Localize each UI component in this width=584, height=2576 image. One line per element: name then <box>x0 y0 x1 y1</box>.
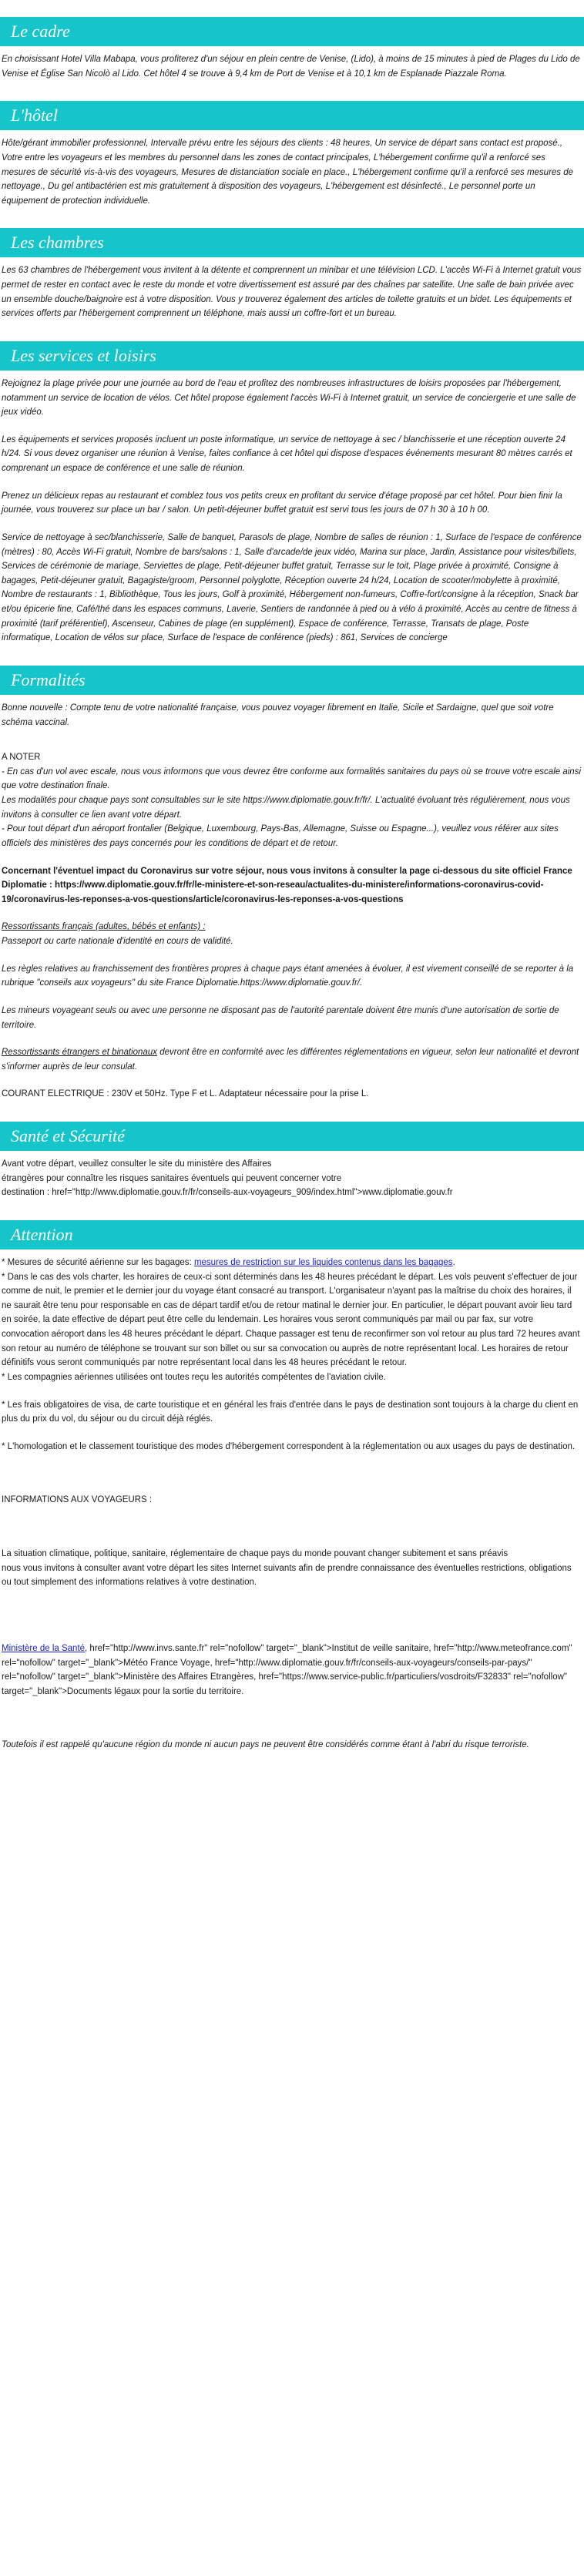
section-title-services: Les services et loisirs <box>0 341 584 371</box>
section-attention <box>0 1220 584 1753</box>
section-title-chambres: Les chambres <box>0 228 584 257</box>
risque-terroriste: Toutefois il est rappelé qu'aucune région du monde ni aucun pays ne peuvent être considérés comme étant à l'abri du risque terroriste. <box>2 1740 529 1750</box>
section-formalites <box>0 666 584 1102</box>
anoter-1: - En cas d'un vol avec escale, nous vous informons que vous devrez être conforme aux formalités sanitaires du pays où se trouve votre escale ainsi que votre destination finale. <box>2 766 581 791</box>
hotel-text: Hôte/gérant immobilier professionnel, Intervalle prévu entre les séjours des clients : 48 heures, Un service de départ sans contact est proposé., Votre entre les voyageurs et les membres du personnel dans les zones de contact principales, L'hébergement confirme qu'il a renforcé ses mesures de sécurité vis-à-vis des voyageurs, Mesures de distanciation sociale en place., L'hébergement confirme qu'il a renforcé ses mesures de nettoyage., Du gel antibactérien est mis gratuitement à disposition des voyageurs, L'hébergement est désinfecté., Le personnel porte un équipement de protection individuelle. <box>2 139 574 206</box>
section-title-hotel: L'hôtel <box>0 101 584 130</box>
covid-notice: Concernant l'éventuel impact du Coronavirus sur votre séjour, nous vous invitons à consulter la page ci-dessous du site officiel France Diplomatie : https://www.diplomatie.gouv.fr/fr/le-ministere-et-son-reseau/actualites-du-ministere/informations-coronavirus-covid-19/coronavirus-les-reponses-a-vos-questions/article/coronavirus-les-reponses-a-vos-questions <box>2 866 572 904</box>
anoter-title: A NOTER <box>2 753 41 763</box>
ministere-links-text: , href="http://www.invs.sante.fr" rel="nofollow" target="_blank">Institut de veille sanitaire, href="http://www.meteofrance.com" rel="nofollow" target="_blank">Météo France Voyage, href="http://www.diplomatie.gouv.fr/fr/conseils-aux-voyageurs/conseils-par-pays/" rel="nofollow" target="_blank">Ministère des Affaires Etrangères, href="https://www.service-public.fr/particuliers/vosdroits/F32833" rel="nofollow" target="_blank">Documents légaux pour la sortie du territoire. <box>2 1643 572 1696</box>
situation-line-1: La situation climatique, politique, sanitaire, réglementaire de chaque pays du monde pouvant changer subitement et sans préavis <box>2 1549 508 1558</box>
section-title-sante: Santé et Sécurité <box>0 1122 584 1151</box>
anoter-3: - Pour tout départ d'un aéroport frontalier (Belgique, Luxembourg, Pays-Bas, Allemagne, Suisse ou Espagne...), veuillez vous référer aux sites officiels des ministères des pays concernés pour les conditions de départ et de retour. <box>2 824 559 848</box>
services-p4: Service de nettoyage à sec/blanchisserie, Salle de banquet, Parasols de plage, Nombre de salles de réunion : 1, Surface de l'espace de conférence (mètres) : 80, Accès Wi-Fi gratuit, Nombre de bars/salons : 1, Salle d'arcade/de jeux vidéo, Marina sur place, Jardin, Assistance pour visites/billets, Services de cérémonie de mariage, Serviettes de plage, Petit-déjeuner buffet gratuit, Terrasse sur le toit, Plage privée à proximité, Consigne à bagages, Petit-déjeuner gratuit, Bagagiste/groom, Personnel polyglotte, Réception ouverte 24 h/24, Location de scooter/mobylette à proximité, Nombre de restaurants : 1, Bibliothèque, Tous les jours, Golf à proximité, Hébergement non-fumeurs, Coffre-fort/consigne à la réception, Snack bar et/ou épicerie fine, Café/thé dans les espaces communs, Laverie, Sentiers de randonnée à pied ou à vélo à proximité, Accès au centre de fitness à proximité (tarif préférentiel), Ascenseur, Cabines de plage (en supplément), Espace de conférence, Terrasse, Transats de plage, Poste informatique, Location de vélos sur place, Surface de l'espace de conférence (pieds) : 861, Services de concierge <box>2 532 582 643</box>
ressortissants-francais-text: Passeport ou carte nationale d'identité en cours de validité. <box>2 937 233 946</box>
section-sante <box>0 1122 584 1200</box>
services-p3: Prenez un délicieux repas au restaurant et comblez tous vos petits creux en profitant du service d'étage proposé par cet hôtel. Pour bien finir la journée, vous trouverez sur place un bar / salon. Un petit-déjeuner buffet gratuit est servi tous les jours de 07 h 30 à 10 h 00. <box>2 491 562 515</box>
frais-visa: * Les frais obligatoires de visa, de carte touristique et en général les frais d'entrée dans le pays de destination sont toujours à la charge du client en plus du prix du vol, du séjour ou du circuit déjà réglés. <box>2 1400 579 1424</box>
vols-charter: * Dans le cas des vols charter, les horaires de ceux-ci sont déterminés dans les 48 heures précédant le départ. Les vols peuvent s'effectuer de jour comme de nuit, le premier et le dernier jour du voyage étant consacré au transport. L'organisateur n'ayant pas la maîtrise du choix des horaires, il ne saurait être tenu pour responsable en cas de départ tardif et/ou de retour matinal le dernier jour. En particulier, le départ pouvant avoir lieu tard en soirée, la date effective de départ peut être celle du lendemain. Les horaires vous seront communiqués par mail ou par fax, sur votre convocation aéroport dans les 48 heures précédant le départ. Chaque passager est tenu de reconfirmer son vol retour au plus tard 72 heures avant son retour au numéro de téléphone se trouvant sur son billet ou sur sa convocation ou auprès de notre représentant local. Les horaires de retour définitifs vous seront communiqués par notre représentant local dans les 48 heures précédant le retour. <box>2 1272 580 1368</box>
cadre-text: En choisissant Hotel Villa Mabapa, vous profiterez d'un séjour en plein centre de Venise, (Lido), à moins de 15 minutes à pied de Plages du Lido de Venise et Église San Nicolò al Lido. Cet hôtel 4 se trouve à 9,4 km de Port de Venise et à 10,1 km de Esplanade Piazzale Roma. <box>2 55 580 79</box>
mineurs-text: Les mineurs voyageant seuls ou avec une personne ne disposant pas de l'autorité parentale doivent être munis d'une autorisation de sortie de territoire. <box>2 1005 559 1030</box>
etrangers-text: devront être en conformité avec les différentes réglementations en vigueur, selon leur nationalité et devront s'informer auprès de leur consulat. <box>2 1048 579 1072</box>
anoter-2: Les modalités pour chaque pays sont consultables sur le site https://www.diplomatie.gouv.fr/fr/. L'actualité évoluant très régulièrement, nous vous invitons à consulter ce lien avant votre départ. <box>2 796 570 820</box>
liquides-restriction-link[interactable]: mesures de restriction sur les liquides contenus dans les bagages <box>193 1257 453 1267</box>
section-cadre <box>0 17 584 81</box>
ministere-links-paragraph <box>2 1642 582 1699</box>
mesure-bagages-prefix: * Mesures de sécurité aérienne sur les bagages: <box>2 1257 194 1267</box>
sante-line-2: étrangères pour connaître les risques sanitaires éventuels qui peuvent concerner votre <box>2 1173 342 1183</box>
ministere-sante-link[interactable]: Ministère de la Santé <box>2 1643 86 1653</box>
regles-frontieres: Les règles relatives au franchissement des frontières propres à chaque pays étant amenées à évoluer, il est vivement conseillé de se reporter à la rubrique "conseils aux voyageurs" du site France Diplomatie.https://www.diplomatie.gouv.fr/. <box>2 964 574 988</box>
courant-electrique: COURANT ELECTRIQUE : 230V et 50Hz. Type F et L. Adaptateur nécessaire pour la prise L. <box>2 1089 369 1099</box>
informations-voyageurs-title: INFORMATIONS AUX VOYAGEURS : <box>2 1495 153 1505</box>
chambres-text: Les 63 chambres de l'hébergement vous invitent à la détente et comprennent un minibar et une télévision LCD. L'accès Wi-Fi à Internet gratuit vous permet de rester en contact avec le reste du monde et votre divertissement est assuré par des chaînes par satellite. Une salle de bain privée avec un ensemble douche/baignoire est à votre disposition. Vous y trouverez également des articles de toilette gratuits et un bidet. Les équipements et services offerts par l'hébergement comprennent un téléphone, mais aussi un coffre-fort et un bureau. <box>2 266 582 319</box>
section-title-cadre: Le cadre <box>0 17 584 46</box>
section-title-formalites: Formalités <box>0 666 584 695</box>
services-p1: Rejoignez la plage privée pour une journée au bord de l'eau et profitez des nombreuses infrastructures de loisirs proposées par l'hébergement, notamment un service de location de vélos. Cet hôtel propose également l'accès Wi-Fi à Internet gratuit, un service de conciergerie et une salle de jeux vidéo. <box>2 378 576 418</box>
mesure-bagages <box>2 1256 582 1270</box>
ressortissants-francais-title: Ressortissants français (adultes, bébés et enfants) : <box>2 922 206 932</box>
mesure-bagages-suffix: . <box>452 1257 455 1267</box>
homologation: * L'homologation et le classement touristique des modes d'hébergement correspondent à la réglementation ou aux usages du pays de destination. <box>2 1441 576 1451</box>
etrangers-title: Ressortissants étrangers et binationaux <box>2 1048 157 1058</box>
situation-line-2: nous vous invitons à consulter avant votre départ les sites Internet suivants afin de prendre connaissance des éventuelles restrictions, obligations ou tout simplement des informations relatives à votre destination. <box>2 1563 572 1588</box>
section-chambres <box>0 228 584 321</box>
compagnies-aeriennes: * Les compagnies aériennes utilisées ont toutes reçu les autorités compétentes de l'aviation civile. <box>2 1372 386 1382</box>
section-title-attention: Attention <box>0 1220 584 1249</box>
sante-line-1: Avant votre départ, veuillez consulter le site du ministère des Affaires <box>2 1159 272 1169</box>
sante-line-3: destination : href="http://www.diplomatie.gouv.fr/fr/conseils-aux-voyageurs_909/index.html">www.diplomatie.gouv.fr <box>2 1188 453 1198</box>
etrangers-paragraph <box>2 1045 582 1074</box>
services-p2: Les équipements et services proposés incluent un poste informatique, un service de nettoyage à sec / blanchisserie et une réception ouverte 24 h/24. Si vous devez organiser une réunion à Venise, faites confiance à cet hôtel qui dispose d'espaces événements mesurant 80 mètres carrés et comprenant un espace de conférence et une salle de réunion. <box>2 434 572 473</box>
section-hotel <box>0 101 584 208</box>
formalites-intro: Bonne nouvelle : Compte tenu de votre nationalité française, vous pouvez voyager librement en Italie, Sicile et Sardaigne, quel que soit votre schéma vaccinal. <box>2 703 554 727</box>
section-services <box>0 341 584 646</box>
